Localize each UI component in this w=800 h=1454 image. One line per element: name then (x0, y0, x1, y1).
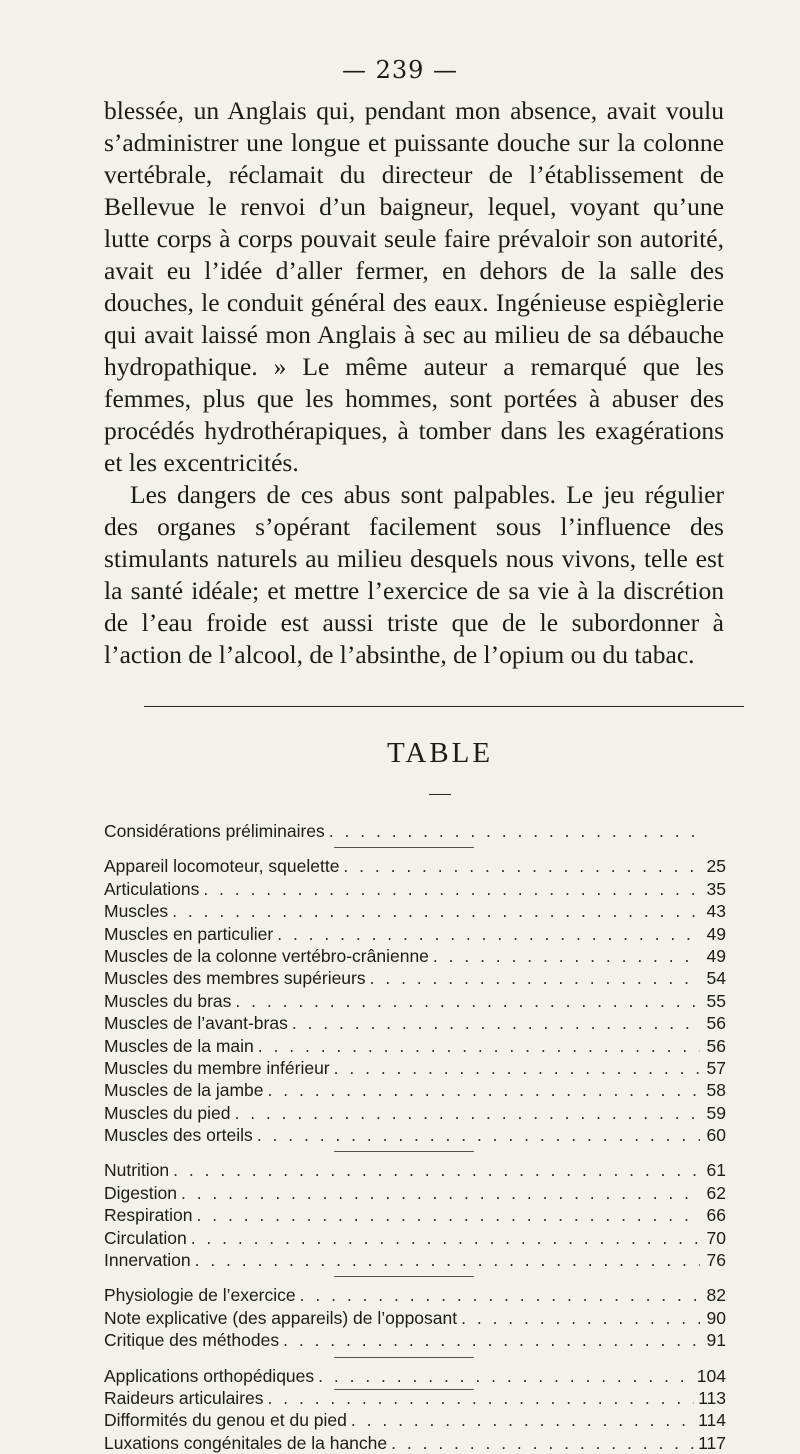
toc-entry[interactable] (104, 1329, 726, 1351)
section-divider (144, 706, 744, 707)
toc-entry-label: Muscles des orteils (104, 1125, 253, 1146)
toc-entry[interactable] (104, 1204, 726, 1226)
toc-leader-dots (258, 1035, 700, 1057)
toc-entry-label: Muscles (104, 901, 169, 922)
toc-entry[interactable] (104, 923, 726, 945)
body-text (104, 95, 724, 671)
toc-entry-page: 57 (706, 1057, 726, 1078)
toc-entry-page: 55 (706, 990, 726, 1011)
toc-entry-page: 117 (698, 1432, 726, 1453)
toc-leader-dots (433, 945, 700, 967)
toc-entry-label: Muscles de la colonne vertébro-crânienne (104, 945, 429, 966)
paragraph: blessée, un Anglais qui, pendant mon absence, avait voulu s’administrer une longue et puissante douche sur la colonne vertébrale, réclamait du directeur de l’établissement de Bellevue le renvoi d’un baigneur, lequel, voyant qu’une lutte corps à corps pouvait seule faire prévaloir son autorité, avait eu l’idée d’aller fermer, en dehors de la salle des douches, le conduit général des eaux. Ingénieuse espièglerie qui avait laissé mon Anglais à sec au milieu de sa débauche hydropathique. » Le même auteur a remarqué que les femmes, plus que les hommes, sont portées à abuser des procédés hydrothérapiques, à tomber dans les exagérations et les excentricités. (104, 96, 724, 477)
toc-entry[interactable] (104, 1102, 726, 1124)
toc-entry-page: 70 (706, 1227, 726, 1248)
toc-leader-dots (334, 1057, 700, 1079)
toc-title: TABLE (386, 737, 494, 769)
toc-entry[interactable] (104, 1249, 726, 1271)
toc-entry[interactable] (104, 855, 726, 877)
toc-leader-dots (191, 1227, 700, 1249)
toc-entry-label: Muscles du membre inférieur (104, 1057, 330, 1078)
toc-entry-page: 76 (706, 1250, 726, 1271)
toc-group-separator (104, 1146, 726, 1159)
toc-entry-label: Considérations préliminaires (104, 821, 325, 841)
toc-leader-dots (268, 1079, 700, 1101)
toc-entry-page: 49 (706, 945, 726, 966)
end-rule (334, 1389, 474, 1390)
toc-group-separator (104, 1271, 726, 1284)
toc-entry-page: 66 (706, 1205, 726, 1226)
toc-entry-label: Physiologie de l’exercice (104, 1285, 296, 1306)
toc-entry-page: 61 (706, 1160, 726, 1181)
toc-entry-page: 54 (706, 968, 726, 989)
toc-leader-dots (283, 1329, 700, 1351)
toc-leader-dots (292, 1012, 700, 1034)
toc-entry[interactable] (104, 1035, 726, 1057)
toc-entry[interactable] (104, 945, 726, 967)
toc-entry-label: Note explicative (des appareils) de l’opposant (104, 1307, 458, 1328)
toc-entry-label: Muscles en particulier (104, 923, 274, 944)
toc-entry[interactable] (104, 1432, 726, 1454)
toc-entry[interactable] (104, 878, 726, 900)
toc-leader-dots (300, 1284, 700, 1306)
toc-leader-dots (203, 878, 700, 900)
toc-leader-dots (268, 1387, 695, 1409)
toc-entry-label: Circulation (104, 1227, 187, 1248)
toc-entry[interactable] (104, 900, 726, 922)
toc-entry-page: 114 (698, 1410, 726, 1431)
toc-leader-dots (461, 1307, 700, 1329)
toc-entry-page: 25 (706, 856, 726, 877)
toc-entry[interactable] (104, 1307, 726, 1329)
toc-entry-page: 49 (706, 923, 726, 944)
toc-entry-label: Muscles du bras (104, 990, 232, 1011)
toc-leader-dots (197, 1204, 700, 1226)
toc-entry-label: Applications orthopédiques (104, 1365, 315, 1386)
toc-entry-page: 90 (706, 1307, 726, 1328)
toc-entry-page: 82 (706, 1285, 726, 1306)
toc-group-separator (104, 842, 726, 855)
toc-entry-page: 56 (706, 1013, 726, 1034)
toc-entry-label: Innervation (104, 1250, 191, 1271)
toc-entry-page: 56 (706, 1035, 726, 1056)
toc-entry[interactable] (104, 1182, 726, 1204)
toc-entry[interactable] (104, 1284, 726, 1306)
toc-entry-label: Digestion (104, 1182, 177, 1203)
toc-entry[interactable] (104, 1365, 726, 1387)
toc-entry-label: Critique des méthodes (104, 1330, 280, 1351)
paragraph: Les dangers de ces abus sont palpables. Le jeu régulier des organes s’opérant facilement sous l’influence des stimulants naturels au milieu desquels nous vivons, telle est la santé idéale; et mettre l’exercice de sa vie à la discrétion de l’eau froide est aussi triste que de le subordonner à l’action de l’alcool, de l’absinthe, de l’opium ou du tabac. (104, 480, 724, 669)
toc-entry[interactable] (104, 967, 726, 989)
toc-entry-label: Articulations (104, 878, 200, 899)
toc-entry[interactable] (104, 1057, 726, 1079)
toc-entry[interactable] (104, 1227, 726, 1249)
toc-entry[interactable] (104, 1387, 726, 1409)
toc-entry-page: 43 (706, 901, 726, 922)
toc-entry-page: 113 (698, 1387, 726, 1408)
toc-leader-dots (343, 855, 700, 877)
toc-leader-dots (391, 1432, 694, 1454)
toc-entry-label: Muscles du pied (104, 1102, 231, 1123)
toc-leader-dots (195, 1249, 700, 1271)
toc-leader-dots (370, 967, 700, 989)
toc-entry-label: Muscles de l’avant-bras (104, 1013, 288, 1034)
toc-leader-dots (257, 1124, 700, 1146)
toc-entry-page: 104 (696, 1365, 726, 1386)
toc-group-separator (104, 1352, 726, 1365)
toc-entry-page: 59 (706, 1102, 726, 1123)
toc-entry[interactable] (104, 1124, 726, 1146)
title-dash (429, 794, 451, 795)
toc-entry[interactable] (104, 1079, 726, 1101)
toc-entry-label: Nutrition (104, 1160, 170, 1181)
toc-leader-dots (351, 1409, 694, 1431)
toc-entry-page: 60 (706, 1125, 726, 1146)
toc-entry-label: Muscles des membres supérieurs (104, 968, 366, 989)
toc-entry-label: Muscles de la jambe (104, 1080, 264, 1101)
toc-leader-dots (318, 1365, 693, 1387)
toc-entry[interactable] (104, 1159, 726, 1181)
toc-entry[interactable] (104, 1012, 726, 1034)
toc-entry-label: Respiration (104, 1205, 193, 1226)
toc-leader-dots (235, 990, 700, 1012)
toc-entry-page: 58 (706, 1080, 726, 1101)
toc-entry[interactable] (104, 990, 726, 1012)
toc-leader-dots (234, 1102, 700, 1124)
toc-entry-label: Luxations congénitales de la hanche (104, 1432, 388, 1453)
toc-leader-dots (172, 900, 700, 922)
toc-entry[interactable] (104, 820, 726, 842)
toc-leader-dots (329, 820, 700, 842)
toc-entry-page: 91 (706, 1330, 726, 1351)
toc-leader-dots (277, 923, 700, 945)
toc-entry-label: Muscles de la main (104, 1035, 254, 1056)
toc-entry-label: Raideurs articulaires (104, 1387, 264, 1408)
toc-entry-page: 62 (706, 1182, 726, 1203)
page-number: — 239 — (341, 56, 459, 84)
toc-entry[interactable] (104, 1409, 726, 1431)
toc-entry-page: 35 (706, 878, 726, 899)
toc-entry-label: Difformités du genou et du pied (104, 1410, 347, 1431)
toc-leader-dots (173, 1159, 700, 1181)
toc-leader-dots (181, 1182, 700, 1204)
table-of-contents (104, 820, 726, 1454)
toc-entry-label: Appareil locomoteur, squelette (104, 856, 340, 877)
